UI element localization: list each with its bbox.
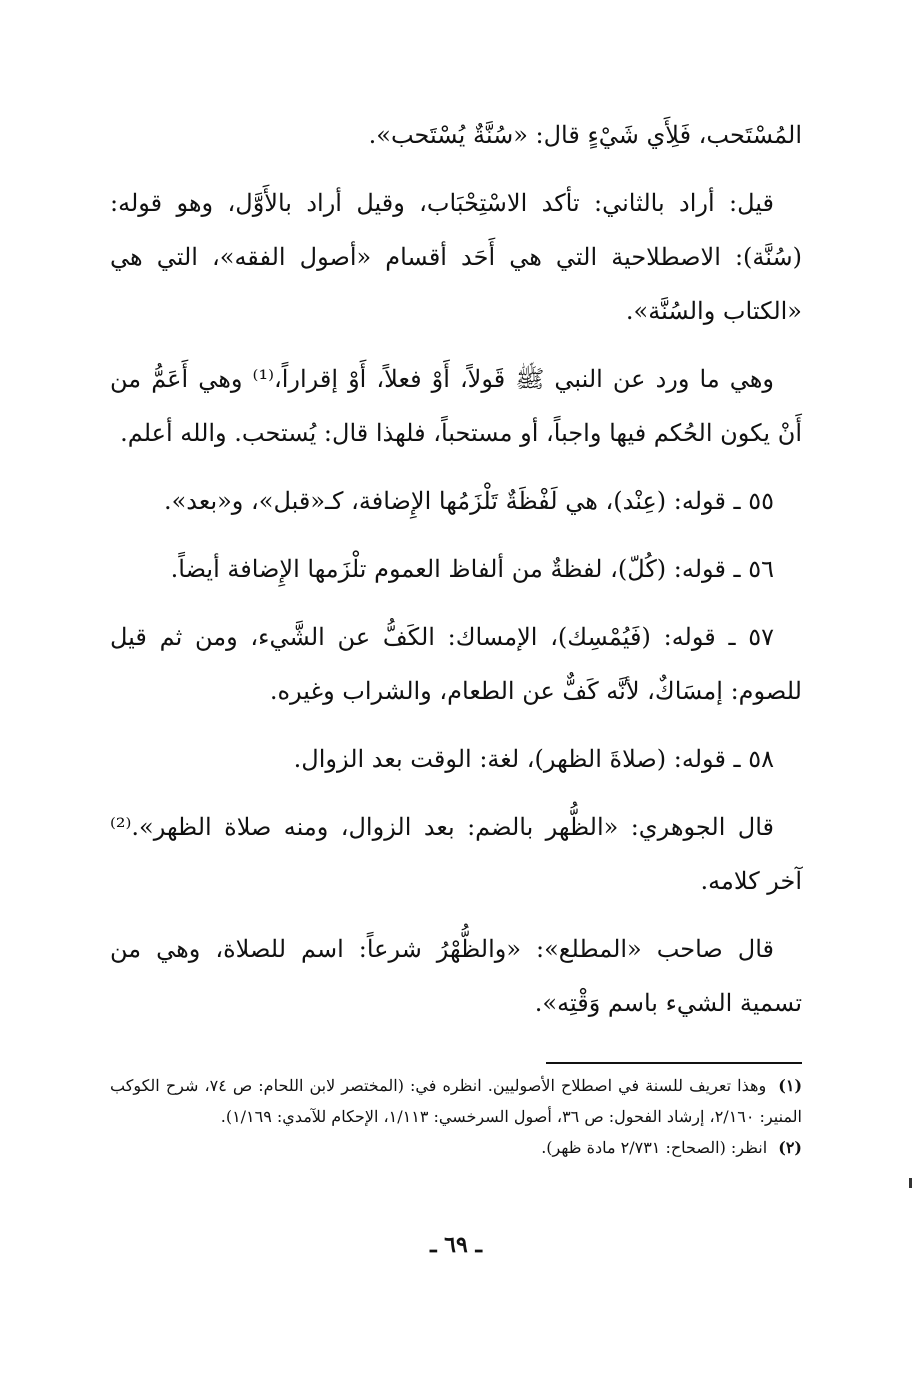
- paragraph-continuation: المُسْتَحب، فَلِأَي شَيْءٍ قال: «سُنَّةٌ يُسْتَحب».: [368, 121, 802, 149]
- footnote-1-text: وهذا تعريف للسنة في اصطلاح الأصوليين. انظره في: (المختصر لابن اللحام: ص ٧٤، شرح الكوكب المنير: ٢/١٦٠، إرشاد الفحول: ص ٣٦، أصول السرخسي: ١/١١٣، الإحكام للآمدي: ١/١٦٩).: [110, 1076, 802, 1126]
- footnote-separator: [546, 1062, 802, 1064]
- footnote-1-mark: (١): [778, 1076, 803, 1095]
- footnote-2-mark: (٢): [778, 1138, 802, 1157]
- footnote-1: [110, 1070, 802, 1132]
- paragraph-qila: قيل: أراد بالثاني: تأكد الاسْتِحْبَاب، وقيل أراد بالأَوَّل، وهو قوله: (سُنَّة): الاصطلاحية التي هي أَحَد أقسام «أصول الفقه»، التي هي «الكتاب والسُنَّة».: [110, 189, 802, 325]
- footnote-2-text: انظر: (الصحاح: ٢/٧٣١ مادة ظهر).: [541, 1138, 768, 1157]
- paragraph-mutlia: قال صاحب «المطلع»: «والظُّهْرُ شرعاً: اسم للصلاة، وهي من تسمية الشيء باسم وَقْتِه».: [110, 935, 802, 1017]
- paragraph-item-57: ٥٧ ـ قوله: (فَيُمْسِك)، الإمساك: الكَفُّ عن الشَّيء، ومن ثم قيل للصوم: إمسَاكٌ، لأنَّه كَفٌّ عن الطعام، والشراب وغيره.: [110, 623, 802, 705]
- paragraph-item-55: ٥٥ ـ قوله: (عِنْد)، هي لَفْظَةٌ تَلْزَمُها الإِضافة، كـ«قبل»، و«بعد».: [163, 487, 774, 515]
- main-text: [110, 108, 802, 1044]
- paragraph-sunnah-definition: وهي ما ورد عن النبي ﷺ قَولاً، أَوْ فعلاً، أَوْ إقراراً،⁽¹⁾ وهي أَعَمُّ من أَنْ يكون الحُكم فيها واجباً، أو مستحباً، فلهذا قال: يُستحب. والله أعلم.: [110, 365, 802, 447]
- paragraph-jawhari: قال الجوهري: «الظُّهر بالضم: بعد الزوال، ومنه صلاة الظهر».⁽²⁾ آخر كلامه.: [110, 813, 802, 895]
- footnotes: [110, 1070, 802, 1163]
- footnote-2: [110, 1132, 802, 1163]
- paragraph-item-58: ٥٨ ـ قوله: (صلاةَ الظهر)، لغة: الوقت بعد الزوال.: [293, 745, 774, 773]
- page-number: ـ ٦٩ ـ: [430, 1232, 482, 1258]
- paragraph-item-56: ٥٦ ـ قوله: (كُلّ)، لفظةٌ من ألفاظ العموم تلْزَمها الإِضافة أيضاً.: [170, 555, 774, 583]
